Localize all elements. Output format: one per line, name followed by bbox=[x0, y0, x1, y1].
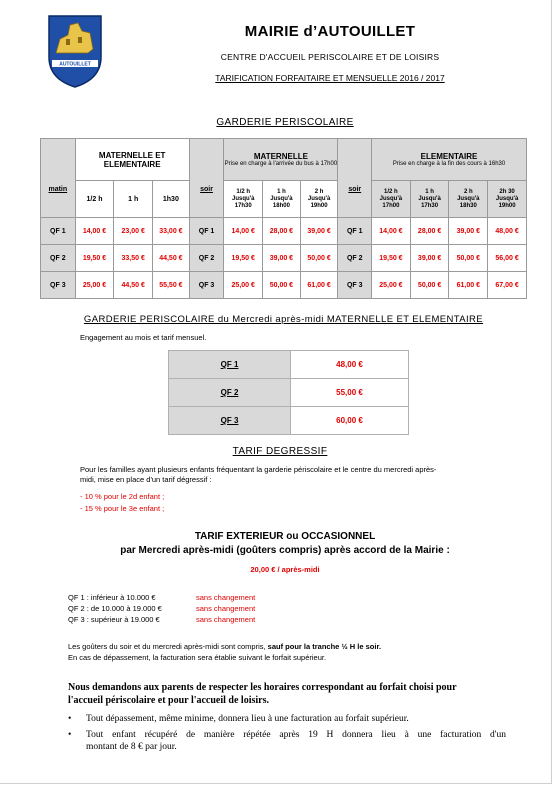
qf-label: QF 3 bbox=[189, 272, 224, 299]
price-cell: 28,00 € bbox=[410, 218, 449, 245]
qf-line-value: sans changement bbox=[196, 604, 256, 613]
price-cell: 50,00 € bbox=[410, 272, 449, 299]
col-header: 2 h Jusqu'à 18h30 bbox=[449, 181, 488, 218]
qf-label: QF 3 bbox=[41, 272, 76, 299]
table-row bbox=[169, 351, 409, 379]
qf-label: QF 1 bbox=[169, 351, 291, 379]
qf-line-label: QF 2 : de 10.000 à 19.000 € bbox=[68, 604, 162, 613]
garderie-title: GARDERIE PERISCOLAIRE bbox=[216, 117, 354, 128]
qf-label: QF 2 bbox=[169, 379, 291, 407]
price-cell: 50,00 € bbox=[449, 245, 488, 272]
qf-line-label: QF 3 : supérieur à 19.000 € bbox=[68, 615, 160, 624]
table-row bbox=[41, 272, 527, 299]
soir-header: soir bbox=[189, 139, 224, 218]
col-header: 1 h bbox=[114, 181, 153, 218]
mercredi-tariff-table bbox=[168, 350, 409, 435]
qf-label: QF 3 bbox=[169, 407, 291, 435]
col-header: 1 h Jusqu'à 18h00 bbox=[263, 181, 301, 218]
footer-bullet-2a: Tout enfant récupéré de manière répétée après 19 H donnera lieu à une facturation d'un bbox=[86, 730, 506, 740]
page-subtitle: CENTRE D'ACCUEIL PERISCOLAIRE ET DE LOISIRS bbox=[220, 52, 440, 62]
qf-label: QF 1 bbox=[189, 218, 224, 245]
price-cell: 23,00 € bbox=[114, 218, 153, 245]
price-cell: 67,00 € bbox=[488, 272, 527, 299]
price-cell: 25,00 € bbox=[75, 272, 114, 299]
footer-bold-1: Nous demandons aux parents de respecter les horaires correspondant au forfait choisi pour bbox=[68, 682, 457, 693]
qf-label: QF 2 bbox=[189, 245, 224, 272]
price-cell: 19,50 € bbox=[224, 245, 263, 272]
qf-label: QF 2 bbox=[338, 245, 372, 272]
price-cell: 61,00 € bbox=[300, 272, 338, 299]
degressif-text-2: midi, mise en place d'un tarif dégressif : bbox=[80, 475, 212, 484]
qf-label: QF 1 bbox=[338, 218, 372, 245]
qf-line-value: sans changement bbox=[196, 593, 256, 602]
table-row bbox=[41, 218, 527, 245]
price-cell: 60,00 € bbox=[291, 407, 409, 435]
qf-label: QF 1 bbox=[41, 218, 76, 245]
matin-header: matin bbox=[41, 139, 76, 218]
price-cell: 44,50 € bbox=[114, 272, 153, 299]
gouters-exception: sauf pour la tranche ½ H le soir. bbox=[267, 642, 382, 651]
gouters-line-2: En cas de dépassement, la facturation sera établie suivant le forfait supérieur. bbox=[68, 653, 327, 662]
qf-line-value: sans changement bbox=[196, 615, 256, 624]
price-cell: 56,00 € bbox=[488, 245, 527, 272]
elementaire-soir-header bbox=[372, 139, 527, 181]
mat-elem-matin-header: MATERNELLE ET ELEMENTAIRE bbox=[75, 139, 189, 181]
col-header: 1/2 h bbox=[75, 181, 114, 218]
tarification-title: TARIFICATION FORFAITAIRE ET MENSUELLE 2016 / 2017 bbox=[215, 73, 445, 83]
elementaire-label: ELEMENTAIRE bbox=[420, 151, 478, 161]
price-cell: 55,50 € bbox=[153, 272, 190, 299]
price-cell: 50,00 € bbox=[263, 272, 301, 299]
exterieur-title-1: TARIF EXTERIEUR ou OCCASIONNEL bbox=[194, 531, 376, 542]
price-cell: 33,50 € bbox=[114, 245, 153, 272]
degressif-title: TARIF DEGRESSIF bbox=[232, 446, 328, 457]
garderie-tariff-table bbox=[40, 138, 527, 299]
gouters-text: Les goûters du soir et du mercredi après-midi sont compris, bbox=[68, 642, 268, 651]
mercredi-note: Engagement au mois et tarif mensuel. bbox=[80, 333, 207, 342]
bullet-dot-icon: • bbox=[68, 714, 72, 724]
table-row bbox=[169, 379, 409, 407]
soir-header-2: soir bbox=[338, 139, 372, 218]
price-cell: 25,00 € bbox=[372, 272, 411, 299]
elementaire-sub: Prise en charge à la fin des cours à 16h30 bbox=[392, 160, 506, 167]
col-header: 1 h Jusqu'à 17h30 bbox=[410, 181, 449, 218]
maternelle-label: MATERNELLE bbox=[253, 151, 308, 161]
footer-bullet-1: Tout dépassement, même minime, donnera lieu à une facturation au forfait supérieur. bbox=[86, 714, 409, 724]
footer-bullet-2b: montant de 8 € par jour. bbox=[86, 742, 177, 752]
maternelle-soir-header bbox=[224, 139, 338, 181]
price-cell: 14,00 € bbox=[372, 218, 411, 245]
col-header: 1/2 h Jusqu'à 17h00 bbox=[372, 181, 411, 218]
table-row bbox=[169, 407, 409, 435]
price-cell: 14,00 € bbox=[75, 218, 114, 245]
col-header: 2h 30 Jusqu'à 19h00 bbox=[488, 181, 527, 218]
col-header: 1/2 h Jusqu'à 17h30 bbox=[224, 181, 263, 218]
degressif-text-1: Pour les familles ayant plusieurs enfants fréquentant la garderie périscolaire et le centre du mercredi après- bbox=[80, 465, 437, 474]
price-cell: 19,50 € bbox=[75, 245, 114, 272]
coat-of-arms-logo bbox=[46, 13, 104, 89]
price-cell: 39,00 € bbox=[449, 218, 488, 245]
qf-label: QF 2 bbox=[41, 245, 76, 272]
price-cell: 48,00 € bbox=[291, 351, 409, 379]
price-cell: 55,00 € bbox=[291, 379, 409, 407]
degressif-item-2: - 15 % pour le 3e enfant ; bbox=[80, 504, 165, 513]
col-header: 2 h Jusqu'à 19h00 bbox=[300, 181, 338, 218]
price-cell: 33,00 € bbox=[153, 218, 190, 245]
qf-line-label: QF 1 : inférieur à 10.000 € bbox=[68, 593, 156, 602]
degressif-item-1: - 10 % pour le 2d enfant ; bbox=[80, 492, 165, 501]
price-cell: 28,00 € bbox=[263, 218, 301, 245]
price-cell: 39,00 € bbox=[263, 245, 301, 272]
maternelle-sub: Prise en charge à l'arrivée du bus à 17h00 bbox=[224, 160, 338, 167]
price-cell: 48,00 € bbox=[488, 218, 527, 245]
crest-text: AUTOUILLET bbox=[59, 61, 91, 68]
price-cell: 39,00 € bbox=[410, 245, 449, 272]
price-cell: 50,00 € bbox=[300, 245, 338, 272]
bullet-dot-icon: • bbox=[68, 730, 72, 740]
col-header: 1h30 bbox=[153, 181, 190, 218]
footer-bold-2: l'accueil périscolaire et pour l'accueil de loisirs. bbox=[68, 695, 269, 706]
price-cell: 25,00 € bbox=[224, 272, 263, 299]
mercredi-title: GARDERIE PERISCOLAIRE du Mercredi après-midi MATERNELLE ET ELEMENTAIRE bbox=[83, 314, 484, 325]
table-row bbox=[41, 245, 527, 272]
qf-label: QF 3 bbox=[338, 272, 372, 299]
page-title: MAIRIE d’AUTOUILLET bbox=[244, 23, 416, 40]
price-cell: 14,00 € bbox=[224, 218, 263, 245]
exterieur-title-2: par Mercredi après-midi (goûters compris) après accord de la Mairie : bbox=[120, 545, 450, 556]
gouters-line-1 bbox=[68, 642, 538, 652]
price-cell: 39,00 € bbox=[300, 218, 338, 245]
price-cell: 44,50 € bbox=[153, 245, 190, 272]
price-cell: 19,50 € bbox=[372, 245, 411, 272]
price-cell: 61,00 € bbox=[449, 272, 488, 299]
exterieur-price: 20,00 € / après-midi bbox=[250, 565, 320, 574]
